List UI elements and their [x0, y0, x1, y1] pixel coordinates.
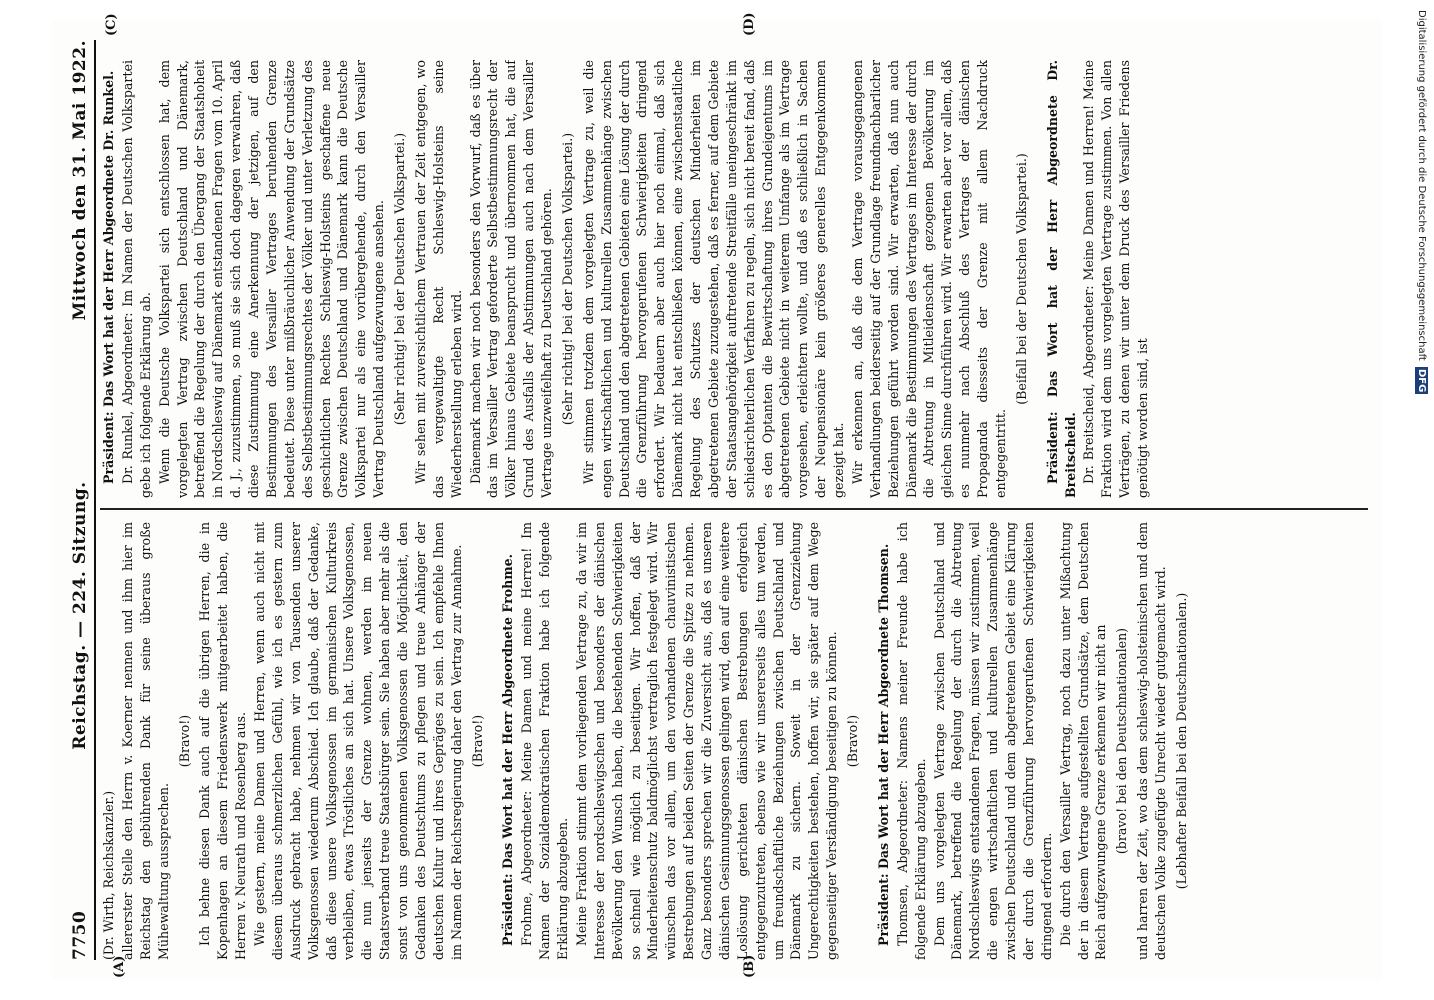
paragraph: Die durch den Versailler Vertrag, noch dazu unter Mißachtung der in diesem Vertrage aufgestellten Grundsätze, dem Deutschen Reich aufgezwungene Grenze erkennen wir nicht an: [1057, 522, 1109, 960]
document-page: [52, 12, 1382, 980]
speech-intro: Dr. Runkel, Abgeordneter: Im Namen der Deutschen Volkspartei gebe ich folgende Erklärung ab.: [119, 60, 153, 498]
paragraph: Wie gestern, meine Damen und Herren, wenn auch nicht mit diesem überaus schmerzlichen Gefühl, wie ich es gestern zum Ausdruck gebracht habe, nehmen wir von Tausenden unserer Volksgenossen wiederum Abschied. Ich glaube, daß der Gedanke, daß diese unsere Volksgenossen im germanischen Kulturkreis verbleiben, etwas Tröstliches an sich hat. Unsere Volksgenossen, die nun jenseits der Grenze wohnen, werden im neuen Staatsverband treue Staatsbürger sein. Sie haben aber mehr als die sonst von uns genommenen Volksgenossen die Möglichkeit, den Gedanken des Deutschtums zu pflegen und treue Anhänger der deutschen Kultur und ihres Gepräges zu sein. Ich empfehle Ihnen im Namen der Reichsregierung daher den Vertrag zur Annahme.: [252, 522, 464, 960]
speaker-continuation: (Dr. Wirth, Reichskanzler.): [101, 790, 116, 960]
applause-note: (Lebhafter Beifall bei den Deutschnationalen.): [1173, 592, 1189, 890]
applause-note: (bravo! bei den Deutschnationalen): [1114, 627, 1130, 855]
paragraph: Dänemark machen wir noch besonders den Vorwurf, daß es über das im Versailler Vertrag geforderte Selbstbestimmungsrecht der Völker hinaus Gebiete beansprucht und übernommen hat, die auf Grund des Ausfalls der Abstimmungen auch nach dem Versailler Vertrage unzweifelhaft zu Deutschland gehören.: [467, 60, 554, 498]
right-column: [100, 60, 1372, 498]
speech-intro: Thomsen, Abgeordneter: Namens meiner Freunde habe ich folgende Erklärung abzugeben.: [894, 522, 928, 960]
applause-note: (Bravo!): [469, 714, 485, 768]
applause-note: (Beifall bei der Deutschen Volkspartei.): [1013, 153, 1029, 405]
paragraph: Wir stimmen trotzdem dem vorgelegten Vertrage zu, weil die engen wirtschaftlichen und kulturellen Zusammenhänge zwischen Deutschland und den abgetretenen Gebieten eine Lösung der durch die Grenzführung hervorgerufenen Schwierigkeiten dringend erfordert. Wir bedauern aber auch hier noch einmal, daß sich Dänemark nicht hat entschließen können, eine zwischenstaatliche Regelung des Schutzes der deutschen Minderheiten im abgetretenen Gebiete zuzugestehen, daß es ferner, auf dem Gebiete der Staatsangehörigkeit auftretende Streitfälle uneingeschränkt im schiedsrichterlichen Verfahren zu regeln, sich nicht bereit fand, daß es den Optanten die Bewirtschaftung ihres Grundeigentums im abgetretenen Gebiete nicht in weiterem Umfange als im Vertrage vorgesehen, erleichtern wollte, und daß es schließlich in Sachen der Neupensionäre kein größeres generelles Entgegenkommen gezeigt hat.: [580, 60, 846, 498]
header-title-left: Reichstag. — 224. Sitzung.: [70, 481, 90, 750]
page-header: [54, 40, 96, 960]
speech-intro: Dr. Breitscheid, Abgeordneter: Meine Damen und Herren! Meine Fraktion wird dem uns vorgelegten Vertrage zustimmen. Von allen Verträgen, zu denen wir unter dem Druck des Versailler Friedens genötigt worden sind, ist: [1081, 60, 1150, 498]
president-statement: Präsident: Das Wort hat der Herr Abgeordnete Thomsen.: [875, 543, 891, 946]
applause-note: (Sehr richtig! bei der Deutschen Volkspartei.): [392, 132, 407, 426]
president-statement: Präsident: Das Wort hat der Herr Abgeordnete Dr. Runkel.: [101, 70, 116, 484]
margin-marker-a: (A): [112, 955, 127, 978]
applause-note: (Bravo!): [845, 714, 860, 768]
paragraph: und harren der Zeit, wo das dem schleswig-holsteinischen und dem deutschen Volke zugefügte Unrecht wieder gutgemacht wird.: [1135, 522, 1168, 960]
margin-marker-c: (C): [104, 13, 119, 36]
margin-marker-d: (D): [742, 12, 757, 36]
paragraph: Meine Fraktion stimmt dem vorliegenden Vertrage zu, da wir im Interesse der nordschleswigschen und besonders der dänischen Bevölkerung den Wunsch haben, die bestehenden Schwierigkeiten so schnell wie möglich zu beseitigen. Wir hoffen, daß der Minderheitenschutz baldmöglichst vertraglich festgelegt wird. Wir wünschen das vor allem, um den vorhandenen chauvinistischen Bestrebungen auf beiden Seiten der Grenze die Spitze zu nehmen. Ganz besonders sprechen wir die Zuversicht aus, daß es unseren dänischen Gesinnungsgenossen gelingen wird, den auf eine weitere Loslösung gerichteten dänischen Bestrebungen erfolgreich entgegenzutreten, ebenso wie wir unsererseits alles tun werden, um freundschaftliche Beziehungen zwischen Deutschland und Dänemark zu sichern. Soweit in der Grenzziehung Ungerechtigkeiten bestehen, hoffen wir, sie später auf dem Wege gegenseitiger Verständigung beseitigen zu können.: [573, 522, 840, 960]
applause-note: (Bravo!): [176, 714, 192, 768]
digitization-text: Digitalisierung gefördert durch die Deutsche Forschungsgemeinschaft: [1416, 10, 1427, 361]
paragraph: allererster Stelle den Herrn v. Koerner nennen und ihm hier im Reichstag den gebührenden Dank für seine überaus große Mühewaltung aussprechen.: [119, 522, 171, 960]
dfg-logo: DFG: [1416, 369, 1427, 393]
speech-intro: Frohme, Abgeordneter: Meine Damen und meine Herren! Im Namen der Sozialdemokratischen Fraktion habe ich folgende Erklärung abzugeben.: [519, 522, 570, 960]
paragraph: Wir erkennen an, daß die dem Vertrage vorausgegangenen Verhandlungen beiderseitig auf der Grundlage freundnachbarlicher Beziehungen geführt worden sind. Wir erwarten, daß nun auch Dänemark die Bestimmungen des Vertrages im Interesse der durch die Abtretung in Mitleidenschaft gezogenen Bevölkerung im gleichen Sinne durchführen wird. Wir erwarten aber vor allem, daß es nunmehr nach Abschluß des Vertrages der dänischen Propaganda diesseits der Grenze mit allem Nachdruck entgegentritt.: [849, 60, 1008, 498]
margin-marker-b: (B): [742, 954, 757, 978]
column-divider: [100, 508, 1368, 510]
left-column: [100, 522, 1372, 960]
president-statement: Präsident: Das Wort hat der Herr Abgeordnete Frohme.: [500, 553, 516, 946]
paragraph: Wir sehen mit zuversichtlichem Vertrauen der Zeit entgegen, wo das vergewaltigte Recht Schleswig-Holsteins seine Wiederherstellung erleben wird.: [412, 60, 464, 498]
paragraph: Ich behne diesen Dank auch auf die übrigen Herren, die in Kopenhagen an diesem Friedenswerk mitgearbeitet haben, die Herren v. Neurath und Rosenberg aus.: [197, 522, 249, 960]
applause-note: (Sehr richtig! bei der Deutschen Volkspartei.): [559, 132, 575, 426]
paragraph: Wenn die Deutsche Volkspartei sich entschlossen hat, dem vorgelegten Vertrag zwischen Deutschland und Dänemark, betreffend die Regelung der durch den Übergang der Staatshoheit in Nordschleswig auf Dänemark entstandenen Fragen vom 10. April d. J., zuzustimmen, so muß sie sich doch dagegen verwahren, daß diese Zustimmung eine Anerkennung der jetzigen, auf den Bestimmungen des Versailler Vertrages beruhenden Grenze bedeutet. Diese unter mißbräuchlicher Anwendung der Grundsätze des Selbstbestimmungsrechtes der Völker und unter Verletzung des geschichtlichen Rechtes Schleswig-Holsteins geschaffene neue Grenze zwischen Deutschland und Dänemark kann die Deutsche Volkspartei nur als eine vorübergehende, durch den Versailler Vertrag Deutschland aufgezwungene ansehen.: [156, 60, 387, 498]
header-date: Mittwoch den 31. Mai 1922.: [70, 40, 90, 321]
digitization-note: [1415, 10, 1428, 394]
president-statement: Präsident: Das Wort hat der Herr Abgeordnete Dr. Breitscheid.: [1044, 60, 1078, 498]
page-number: 7750: [70, 910, 90, 960]
paragraph: Dem uns vorgelegten Vertrage zwischen Deutschland und Dänemark, betreffend die Regelung der durch die Abtretung Nordschleswigs entstandenen Fragen, müssen wir zustimmen, weil die engen wirtschaftlichen und kulturellen Zusammenhänge zwischen Deutschland und dem abgetretenen Gebiet eine Klärung der durch die Grenzführung hervorgerufenen Schwierigkeiten dringend erfordern.: [931, 522, 1054, 960]
